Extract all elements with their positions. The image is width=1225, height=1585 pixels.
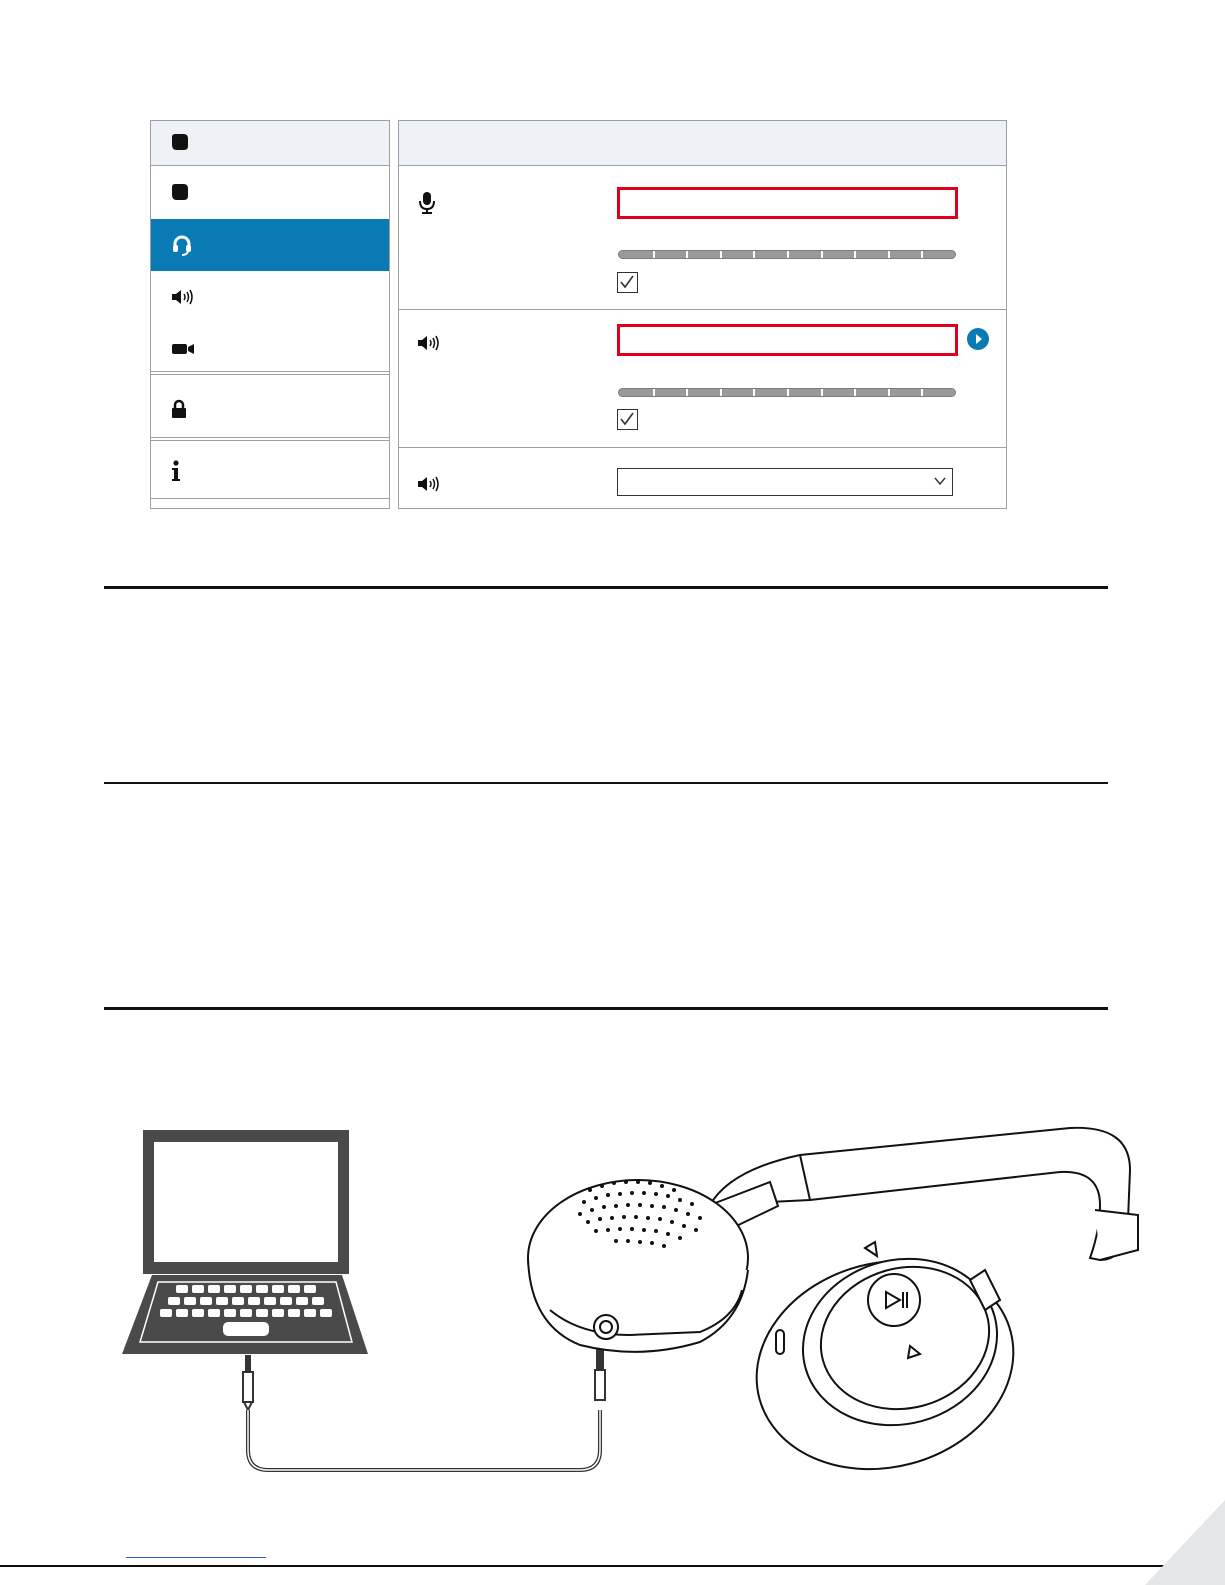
speaker-icon bbox=[417, 335, 441, 351]
level-segment-gap bbox=[821, 389, 823, 396]
speakers-device-field[interactable] bbox=[617, 324, 958, 356]
level-segment-gap bbox=[753, 251, 755, 258]
nav-divider bbox=[151, 371, 389, 375]
section-rule bbox=[104, 586, 1108, 589]
skype-icon bbox=[171, 133, 189, 151]
speakers-auto-adjust-checkbox[interactable] bbox=[617, 409, 638, 430]
level-segment-gap bbox=[686, 251, 688, 258]
headphones-icon bbox=[528, 1128, 1138, 1480]
level-segment-gap bbox=[854, 251, 856, 258]
speaker-icon bbox=[171, 289, 195, 305]
level-segment-gap bbox=[753, 389, 755, 396]
section-divider bbox=[399, 309, 1006, 310]
audio-devices-pane bbox=[398, 120, 1007, 509]
level-segment-gap bbox=[720, 251, 722, 258]
nav-item-security[interactable] bbox=[151, 381, 389, 436]
level-segment-gap bbox=[686, 389, 688, 396]
skype-icon bbox=[171, 183, 189, 201]
info-icon bbox=[171, 460, 181, 482]
page-corner-curl bbox=[1145, 1500, 1225, 1585]
settings-nav-pane bbox=[150, 120, 390, 509]
level-segment-gap bbox=[854, 389, 856, 396]
nav-bottom-divider bbox=[151, 498, 389, 499]
level-segment-gap bbox=[888, 389, 890, 396]
section-rule bbox=[104, 1007, 1108, 1010]
microphone-icon bbox=[419, 191, 435, 215]
speaker-icon bbox=[417, 476, 441, 492]
level-segment-gap bbox=[653, 251, 655, 258]
ringer-device-select[interactable] bbox=[617, 468, 953, 496]
level-segment-gap bbox=[787, 389, 789, 396]
level-segment-gap bbox=[787, 251, 789, 258]
checkmark-icon bbox=[619, 274, 635, 290]
level-segment-gap bbox=[921, 251, 923, 258]
nav-item-audio-devices[interactable] bbox=[151, 219, 389, 271]
nav-item-video[interactable] bbox=[151, 323, 389, 375]
level-segment-gap bbox=[888, 251, 890, 258]
nav-item-speaker[interactable] bbox=[151, 271, 389, 323]
video-camera-icon bbox=[171, 342, 195, 356]
level-segment-gap bbox=[653, 389, 655, 396]
play-test-sound-button[interactable] bbox=[966, 327, 990, 351]
chevron-down-icon bbox=[934, 476, 946, 486]
laptop-icon bbox=[122, 1130, 368, 1354]
nav-item-skype[interactable] bbox=[151, 166, 389, 218]
nav-header bbox=[151, 121, 389, 166]
nav-divider bbox=[151, 437, 389, 441]
microphone-auto-adjust-checkbox[interactable] bbox=[617, 272, 638, 293]
wired-connection-illustration bbox=[110, 1110, 1140, 1480]
level-segment-gap bbox=[821, 251, 823, 258]
audio-cable-icon bbox=[243, 1346, 605, 1470]
footer-link-underline[interactable] bbox=[126, 1557, 266, 1558]
speakers-level-meter bbox=[618, 388, 956, 397]
microphone-level-meter bbox=[618, 250, 956, 259]
content-header bbox=[399, 121, 1006, 166]
lock-icon bbox=[171, 399, 187, 419]
checkmark-icon bbox=[619, 411, 635, 427]
footer-rule bbox=[0, 1565, 1225, 1567]
nav-item-info[interactable] bbox=[151, 443, 389, 498]
level-segment-gap bbox=[720, 389, 722, 396]
headset-icon bbox=[171, 234, 193, 256]
section-divider bbox=[399, 447, 1006, 448]
audio-settings-panel bbox=[150, 120, 1007, 509]
microphone-device-field[interactable] bbox=[617, 187, 958, 219]
section-rule bbox=[104, 782, 1108, 784]
level-segment-gap bbox=[921, 389, 923, 396]
